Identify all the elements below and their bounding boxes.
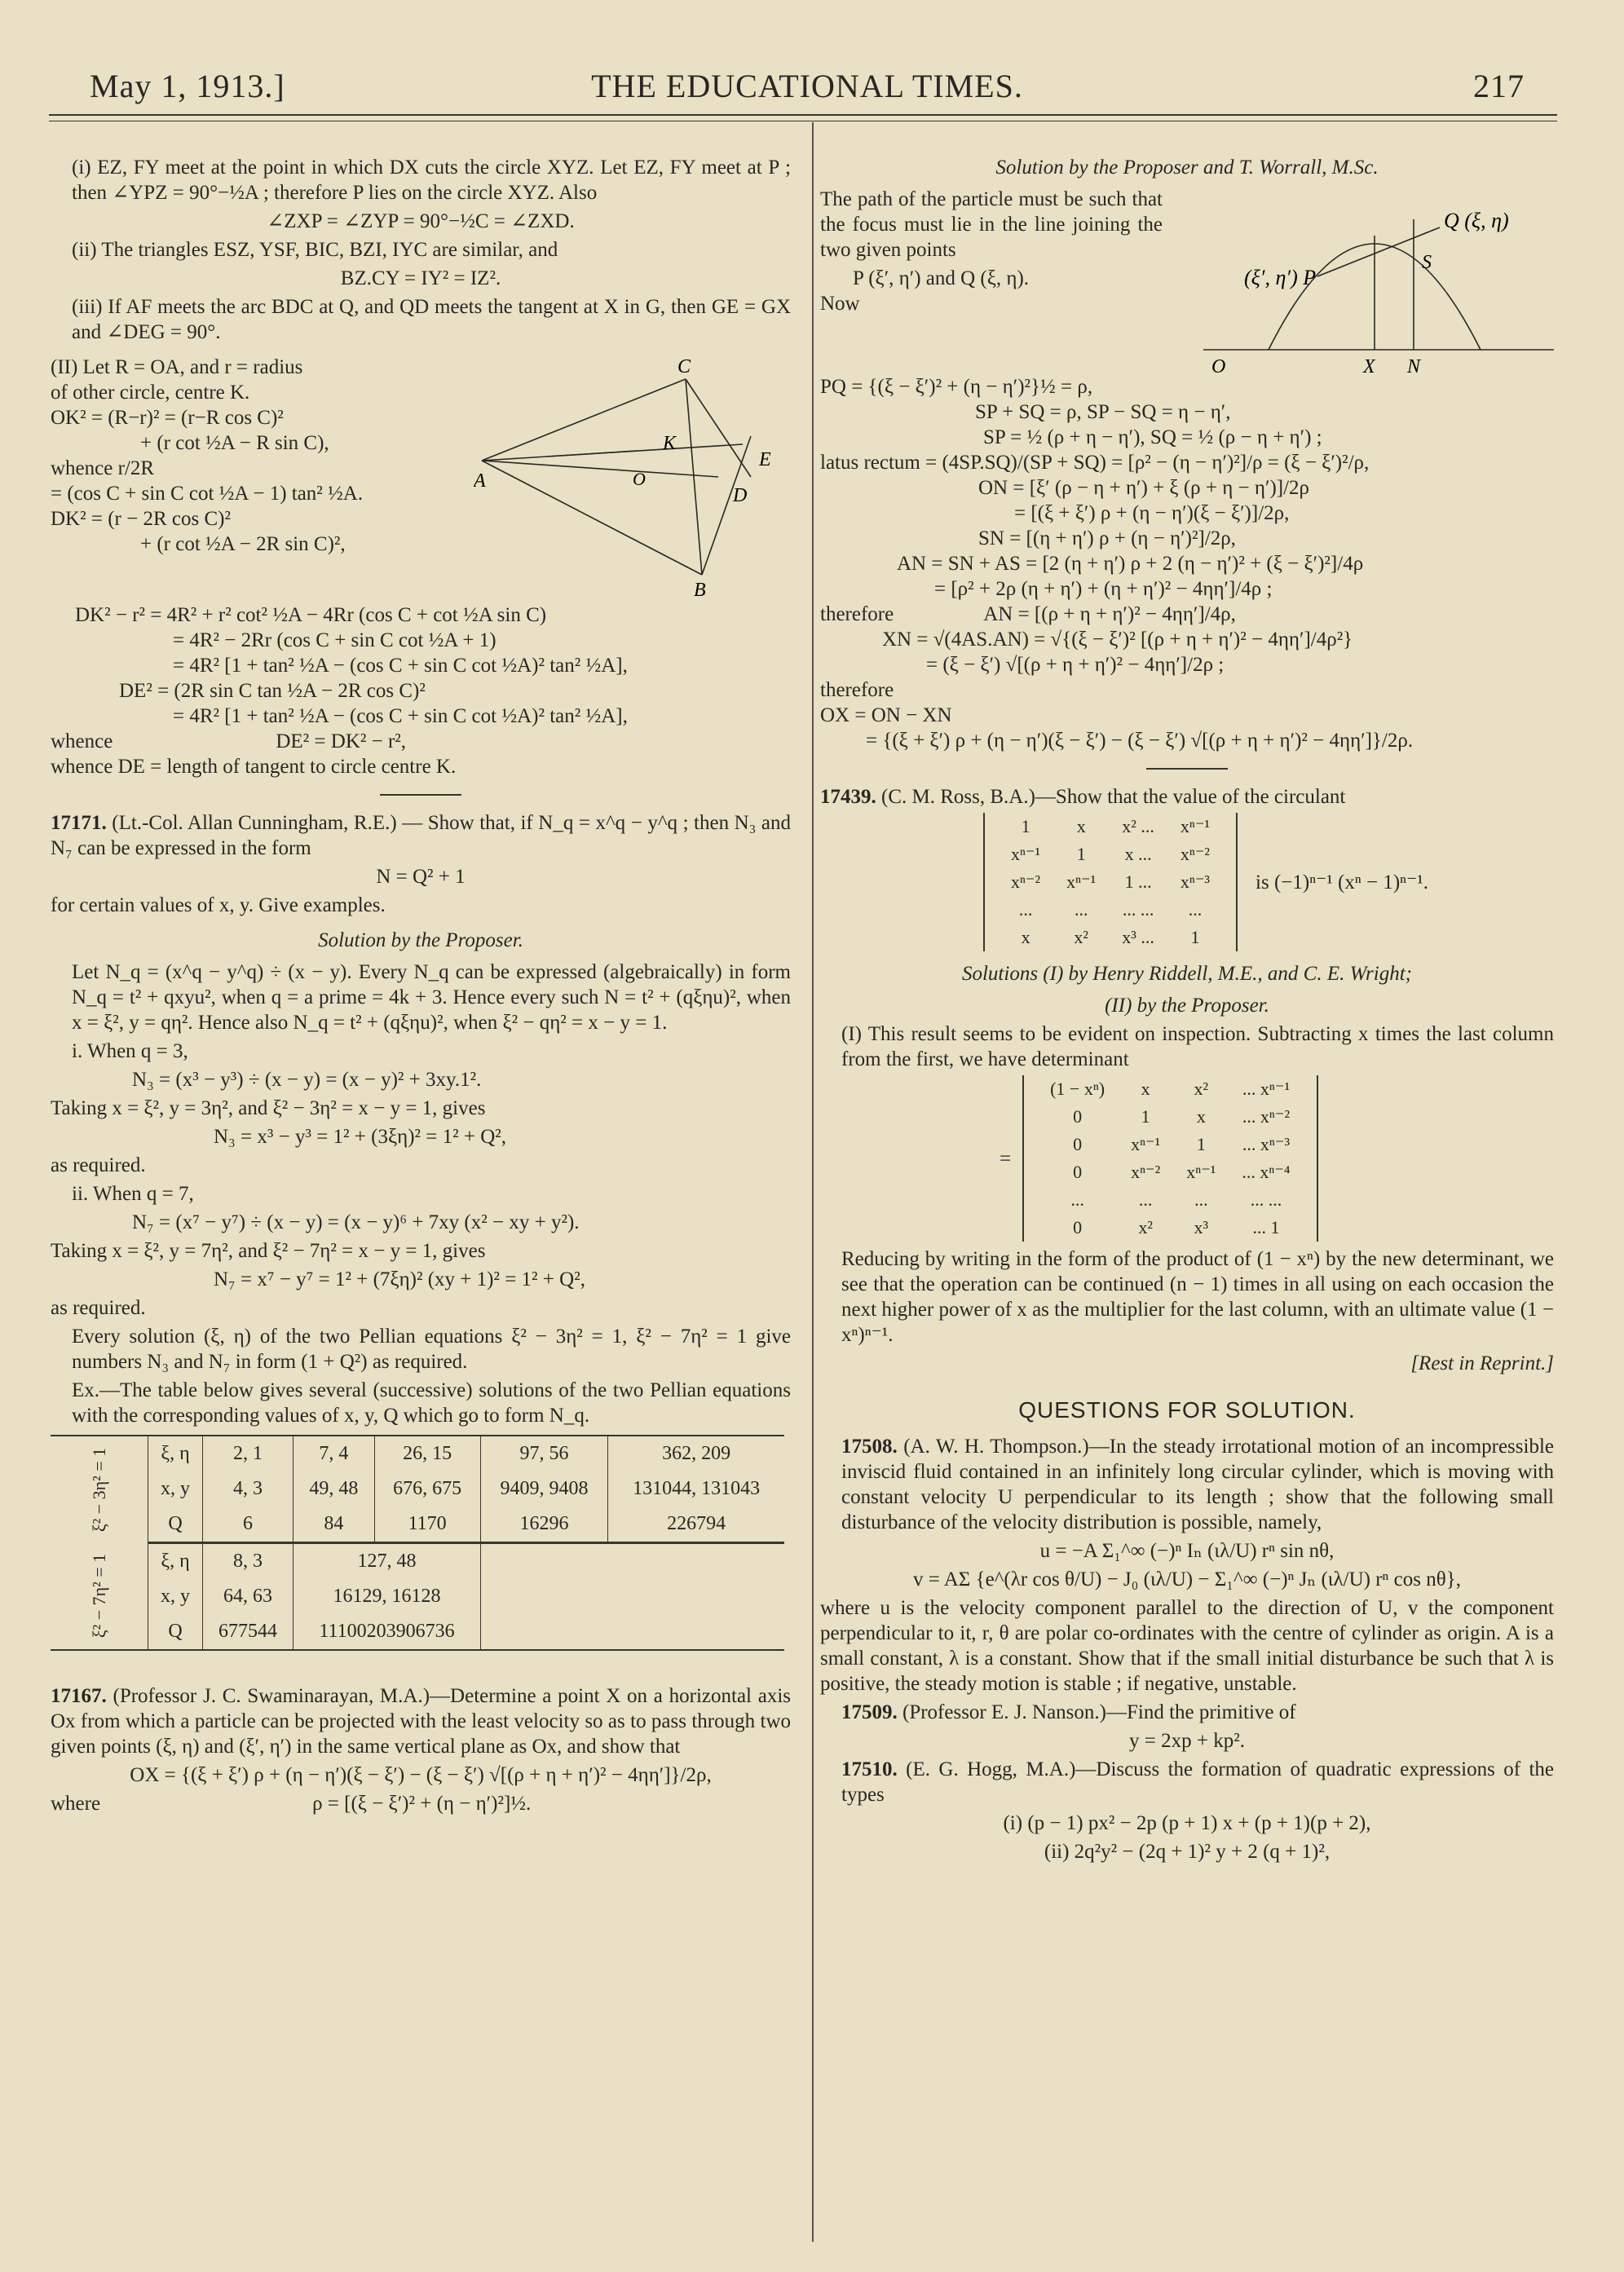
- paragraph: Taking x = ξ², y = 7η², and ξ² − 7η² = x − y = 1, gives: [51, 1240, 486, 1262]
- matrix-cell: ...: [1070, 1189, 1084, 1210]
- text-line: + (r cot ½A − 2R sin C)²,: [140, 533, 346, 555]
- equation: SN = [(η + η′) ρ + (η − η′)²]/2ρ,: [978, 527, 1236, 549]
- question-number: 17508.: [841, 1436, 898, 1458]
- equation: = (ξ − ξ′) √[(ρ + η + η′)² − 4ηη′]/2ρ ;: [926, 654, 1225, 676]
- paragraph: Ex.—The table below gives several (successive) solutions of the two Pellian equations with the corresponding values of x, y, Q which go to form N_q.: [72, 1379, 791, 1427]
- question-number: 17167.: [51, 1685, 107, 1707]
- label-q: Q (ξ, η): [1444, 209, 1509, 232]
- question-text: (Professor E. J. Nanson.)—Find the primitive of: [902, 1701, 1296, 1723]
- matrix-cell: xⁿ⁻¹: [1180, 816, 1211, 836]
- equation: = [(ξ + ξ′) ρ + (η − η′)(ξ − ξ′)]/2ρ,: [1014, 502, 1290, 524]
- reprint-note: [Rest in Reprint.]: [1410, 1352, 1554, 1374]
- section-rule: [1146, 768, 1228, 770]
- circulant-value: is (−1)ⁿ⁻¹ (xⁿ − 1)ⁿ⁻¹.: [1256, 871, 1428, 893]
- matrix-cell: (1 − xⁿ): [1050, 1079, 1105, 1099]
- equation: BZ.CY = IY² = IZ².: [340, 267, 501, 289]
- matrix-cell: ...: [1138, 1189, 1153, 1210]
- table-cell: [480, 1579, 784, 1614]
- matrix-cell: 1: [1196, 1134, 1206, 1154]
- label-e: E: [758, 449, 771, 470]
- equation: XN = √(4AS.AN) = √{(ξ − ξ′)² [(ρ + η + η′)² − 4ηη′]/4ρ²}: [882, 629, 1353, 651]
- matrix-cell: x: [1021, 927, 1030, 947]
- equation: DE² = DK² − r²,: [276, 730, 407, 752]
- table-cell: 8, 3: [202, 1543, 293, 1580]
- line-ac: [482, 379, 686, 461]
- text-line: of other circle, centre K.: [51, 382, 250, 404]
- equation: = 4R² [1 + tan² ½A − (cos C + sin C cot ½A)² tan² ½A],: [173, 705, 628, 727]
- matrix-cell: 0: [1073, 1217, 1083, 1237]
- paragraph: Every solution (ξ, η) of the two Pellian equations ξ² − 3η² = 1, ξ² − 7η² = 1 give numbers N₃ and N₇ in form (1 + Q²) as required.: [72, 1326, 791, 1373]
- equation: ρ = [(ξ − ξ′)² + (η − η′)²]½.: [312, 1793, 532, 1815]
- paragraph: i. When q = 3,: [72, 1040, 188, 1062]
- row-group-label: [51, 1436, 148, 1543]
- text-line: = (cos C + sin C cot ½A − 1) tan² ½A.: [51, 483, 364, 505]
- table-cell: ξ, η: [148, 1436, 202, 1471]
- line-ad: [482, 461, 718, 477]
- paragraph: Taking x = ξ², y = 3η², and ξ² − 3η² = x − y = 1, gives: [51, 1097, 486, 1119]
- dk-derivation: [51, 602, 791, 779]
- paragraph: where u is the velocity component parallel to the direction of U, v the component perpendicular to it, r, θ are polar co-ordinates with the centre of cylinder as origin. A is a small constant, λ is a constant. Show that if the small initial disturbance be such that λ is positive, the steady motion is stable ; if negative, unstable.: [820, 1597, 1554, 1695]
- reduced-determinant: [1022, 1075, 1318, 1242]
- question-text: (A. W. H. Thompson.)—In the steady irrotational motion of an incompressible inviscid fluid contained in an infinitely long circular cylinder, which is moving with constant velocity U perpendicular to its length ; show that the following small disturbance of the velocity distribution is possible, namely,: [841, 1436, 1555, 1533]
- header-page-number: 217: [1473, 68, 1525, 104]
- row-group-label-text: ξ² − 7η² = 1: [89, 1554, 110, 1639]
- table-cell: Q: [148, 1507, 202, 1543]
- equation: DK² − r² = 4R² + r² cot² ½A − 4Rr (cos C + cot ½A sin C): [75, 604, 547, 626]
- question-17439: [820, 784, 1554, 810]
- table-cell: [480, 1614, 784, 1650]
- circulant-block: [820, 813, 1554, 951]
- determinant-block: [820, 1075, 1554, 1242]
- projectile-derivation: [820, 374, 1554, 753]
- label-s: S: [1422, 252, 1432, 273]
- whence-label: whence: [51, 730, 113, 752]
- equation: SP + SQ = ρ, SP − SQ = η − η′,: [975, 401, 1231, 423]
- table-cell: 9409, 9408: [480, 1471, 608, 1507]
- matrix-cell: xⁿ⁻³: [1180, 871, 1211, 892]
- equals-sign: =: [1000, 1147, 1012, 1170]
- equation: AN = [(ρ + η + η′)² − 4ηη′]/4ρ,: [983, 603, 1236, 625]
- equation: N = Q² + 1: [376, 866, 466, 888]
- equation: OX = {(ξ + ξ′) ρ + (η − η′)(ξ − ξ′) − (ξ − ξ′) √[(ρ + η + η′)² − 4ηη′]}/2ρ,: [130, 1764, 712, 1786]
- matrix-cell: ... ...: [1250, 1189, 1282, 1210]
- matrix-cell: 1: [1076, 844, 1086, 864]
- circulant-determinant: [983, 813, 1238, 951]
- matrix-cell: 0: [1073, 1106, 1083, 1127]
- table-cell: x, y: [148, 1471, 202, 1507]
- question-text: (Lt.-Col. Allan Cunningham, R.E.) — Show that, if N_q = x^q − y^q ; then N₃ and N₇ can be expressed in the form: [51, 812, 792, 859]
- equation: PQ = {(ξ − ξ′)² + (η − η′)²}½ = ρ,: [820, 376, 1093, 398]
- solution-heading: Solution by the Proposer.: [318, 929, 523, 951]
- equation: OX = ON − XN: [820, 704, 952, 726]
- label-o: O: [1211, 356, 1226, 374]
- matrix-cell: xⁿ⁻¹: [1131, 1134, 1161, 1154]
- figure-text: [51, 355, 474, 599]
- text-line: P (ξ′, η′) and Q (ξ, η).: [853, 267, 1030, 289]
- matrix-cell: 1: [1021, 816, 1030, 836]
- question-17508: [820, 1434, 1554, 1535]
- label-a: A: [473, 470, 486, 492]
- solution-heading-2: (II) by the Proposer.: [1105, 995, 1269, 1017]
- triangle-diagram: [474, 355, 791, 599]
- text-line: [820, 602, 1554, 627]
- solution-heading: Solution by the Proposer and T. Worrall, M.Sc.: [995, 157, 1379, 179]
- table-cell: 1170: [374, 1507, 480, 1543]
- therefore-label: therefore: [820, 603, 894, 625]
- table-cell: ξ, η: [148, 1543, 202, 1580]
- equation: ∠ZXP = ∠ZYP = 90°−½C = ∠ZXD.: [267, 210, 575, 232]
- question-number: 17510.: [841, 1758, 898, 1780]
- table-cell: 677544: [202, 1614, 293, 1650]
- therefore-label: therefore: [820, 679, 894, 701]
- matrix-cell: 0: [1073, 1134, 1083, 1154]
- line-ok: [547, 451, 637, 457]
- running-header: [90, 67, 1525, 116]
- matrix-cell: 0: [1073, 1162, 1083, 1182]
- equation: v = AΣ {e^(λr cos θ/U) − J₀ (ιλ/U) − Σ₁^∞ (−)ⁿ Jₙ (ιλ/U) rⁿ cos nθ},: [913, 1568, 1461, 1590]
- pellian-solutions-table: [51, 1435, 784, 1651]
- matrix-cell: x³ ...: [1122, 927, 1154, 947]
- equation: DE² = (2R sin C tan ½A − 2R cos C)²: [119, 680, 426, 702]
- paragraph: as required.: [51, 1154, 146, 1176]
- label-b: B: [693, 580, 706, 599]
- text-line: [51, 1791, 791, 1816]
- matrix-cell: 1 ...: [1124, 871, 1152, 892]
- paragraph: (I) This result seems to be evident on inspection. Subtracting x times the last column from the first, we have determinant: [841, 1023, 1554, 1070]
- line-ab: [482, 461, 702, 575]
- header-date: May 1, 1913.]: [90, 68, 285, 104]
- table-cell: 97, 56: [480, 1436, 608, 1471]
- paragraph: (ii) The triangles ESZ, YSF, BIC, BZI, IYC are similar, and: [72, 239, 558, 261]
- matrix-cell: xⁿ⁻¹: [1066, 871, 1097, 892]
- table-cell: 16296: [480, 1507, 608, 1543]
- equation: = [ρ² + 2ρ (η + η′) + (η + η′)² − 4ηη′]/4ρ ;: [934, 578, 1273, 600]
- triangle-figure-block: [51, 355, 791, 599]
- question-text: (Professor J. C. Swaminarayan, M.A.)—Determine a point X on a horizontal axis Ox from which a particle can be projected with the least velocity so as to pass through two given points (ξ, η) and (ξ′, η′) in the same vertical plane as Ox, and show that: [51, 1685, 791, 1758]
- table-cell: 131044, 131043: [608, 1471, 784, 1507]
- table-cell: [480, 1543, 784, 1580]
- paragraph: ii. When q = 7,: [72, 1183, 194, 1205]
- where-label: where: [51, 1793, 101, 1815]
- matrix-cell: ... xⁿ⁻¹: [1242, 1079, 1291, 1099]
- table-cell: 362, 209: [608, 1436, 784, 1471]
- matrix-cell: x² ...: [1122, 816, 1154, 836]
- matrix-cell: x: [1141, 1079, 1150, 1099]
- table-cell: x, y: [148, 1579, 202, 1614]
- matrix-cell: xⁿ⁻²: [1131, 1162, 1161, 1182]
- label-d: D: [732, 485, 748, 506]
- matrix-cell: x: [1076, 816, 1086, 836]
- matrix-cell: x²: [1194, 1079, 1209, 1099]
- header-rule: [49, 114, 1557, 116]
- label-p: (ξ′, η′) P: [1244, 266, 1317, 289]
- matrix-cell: ... xⁿ⁻⁴: [1242, 1162, 1291, 1182]
- equation: N₃ = x³ − y³ = 1² + (3ξη)² = 1² + Q²,: [214, 1126, 507, 1148]
- equation: (i) (p − 1) px² − 2p (p + 1) x + (p + 1)(p + 2),: [1003, 1812, 1371, 1834]
- matrix-cell: ... xⁿ⁻²: [1242, 1106, 1291, 1127]
- parabola-diagram: [1203, 187, 1554, 374]
- table-cell: 4, 3: [202, 1471, 293, 1507]
- matrix-cell: ...: [1188, 899, 1203, 920]
- matrix-cell: x ...: [1124, 844, 1152, 864]
- text-line: DK² = (r − 2R cos C)²: [51, 508, 231, 530]
- left-column: [51, 155, 791, 1816]
- text-line: whence r/2R: [51, 457, 155, 479]
- question-17171: [51, 810, 791, 861]
- equation: (ii) 2q²y² − (2q + 1)² y + 2 (q + 1)²,: [1044, 1841, 1331, 1863]
- equation: latus rectum = (4SP.SQ)/(SP + SQ) = [ρ² − (η − η′)²]/ρ = (ξ − ξ′)²/ρ,: [820, 452, 1370, 474]
- equation: SP = ½ (ρ + η − η′), SQ = ½ (ρ − η + η′) ;: [983, 426, 1322, 448]
- table-cell: 16129, 16128: [293, 1579, 481, 1614]
- table-cell: Q: [148, 1614, 202, 1650]
- label-x: X: [1363, 356, 1375, 374]
- equation: ON = [ξ′ (ρ − η + η′) + ξ (ρ + η − η′)]/2ρ: [978, 477, 1310, 499]
- table-cell: 7, 4: [293, 1436, 374, 1471]
- matrix-cell: xⁿ⁻²: [1011, 871, 1041, 892]
- equation: N₇ = (x⁷ − y⁷) ÷ (x − y) = (x − y)⁶ + 7xy (x² − xy + y²).: [132, 1211, 580, 1233]
- text-line: (II) Let R = OA, and r = radius: [51, 356, 303, 378]
- question-number: 17509.: [841, 1701, 898, 1723]
- matrix-cell: ...: [1074, 899, 1088, 920]
- equation: N₇ = x⁷ − y⁷ = 1² + (7ξη)² (xy + 1)² = 1² + Q²,: [214, 1268, 585, 1290]
- text-line: Now: [820, 293, 860, 315]
- equation: y = 2xp + kp².: [1129, 1730, 1245, 1752]
- equation: u = −A Σ₁^∞ (−)ⁿ Iₙ (ιλ/U) rⁿ sin nθ,: [1039, 1540, 1335, 1562]
- question-number: 17439.: [820, 786, 876, 808]
- equation: = {(ξ + ξ′) ρ + (η − η′)(ξ − ξ′) − (ξ − ξ′) √[(ρ + η + η′)² − 4ηη′]}/2ρ.: [866, 730, 1414, 752]
- line-cb: [686, 379, 702, 575]
- solution-heading: Solutions (I) by Henry Riddell, M.E., and C. E. Wright;: [961, 963, 1412, 985]
- equation: AN = SN + AS = [2 (η + η′) ρ + 2 (η − η′)² + (ξ − ξ′)²]/4ρ: [897, 553, 1364, 575]
- equation: = 4R² − 2Rr (cos C + sin C cot ½A + 1): [173, 629, 496, 651]
- equation: = 4R² [1 + tan² ½A − (cos C + sin C cot ½A)² tan² ½A],: [173, 655, 628, 677]
- equation: N₃ = (x³ − y³) ÷ (x − y) = (x − y)² + 3xy.1².: [132, 1069, 482, 1091]
- matrix-cell: x²: [1138, 1217, 1153, 1237]
- text-line: + (r cot ½A − R sin C),: [140, 432, 329, 454]
- matrix-cell: x²: [1074, 927, 1089, 947]
- row-group-label-text: ξ² − 3η² = 1: [89, 1447, 110, 1532]
- table-cell: 84: [293, 1507, 374, 1543]
- paragraph: (i) EZ, FY meet at the point in which DX cuts the circle XYZ. Let EZ, FY meet at P ; then ∠YPZ = 90°−½A ; therefore P lies on the circle XYZ. Also: [72, 157, 791, 204]
- table-cell: 2, 1: [202, 1436, 293, 1471]
- text-line: [51, 729, 791, 754]
- question-number: 17171.: [51, 812, 107, 834]
- question-text: (C. M. Ross, B.A.)—Show that the value of the circulant: [881, 786, 1346, 808]
- paragraph: Let N_q = (x^q − y^q) ÷ (x − y). Every N_q can be expressed (algebraically) in form N_q = t² + qxyu², when q = a prime = 4k + 3. Hence every such N = t² + (qξηu)², when x = ξ², y = qη². Hence also N_q = t² + (qξηu)², when ξ² − qη² = x − y = 1.: [72, 961, 791, 1034]
- section-rule: [380, 794, 461, 796]
- matrix-cell: ...: [1194, 1189, 1208, 1210]
- paragraph: The path of the particle must be such that the focus must lie in the line joining the two given points: [820, 188, 1163, 261]
- section-heading: QUESTIONS FOR SOLUTION.: [1018, 1397, 1356, 1423]
- matrix-cell: 1: [1190, 927, 1200, 947]
- table-cell: 11100203906736: [293, 1614, 481, 1650]
- table-cell: 676, 675: [374, 1471, 480, 1507]
- matrix-cell: ... 1: [1252, 1217, 1280, 1237]
- label-c: C: [677, 356, 691, 377]
- table-cell: 6: [202, 1507, 293, 1543]
- text-line: OK² = (R−r)² = (r−R cos C)²: [51, 407, 284, 429]
- label-o: O: [632, 469, 646, 489]
- figure-text: [820, 187, 1163, 374]
- matrix-cell: xⁿ⁻²: [1180, 844, 1211, 864]
- label-k: K: [662, 433, 676, 454]
- matrix-cell: x³: [1194, 1217, 1209, 1237]
- matrix-cell: xⁿ⁻¹: [1011, 844, 1041, 864]
- row-group-label: [51, 1543, 148, 1651]
- matrix-cell: ...: [1018, 899, 1033, 920]
- right-column: [820, 155, 1554, 1868]
- table-cell: 127, 48: [293, 1543, 481, 1580]
- table-cell: 226794: [608, 1507, 784, 1543]
- column-divider: [812, 122, 814, 2242]
- question-17167: [51, 1683, 791, 1759]
- parabola-figure-block: [820, 187, 1554, 374]
- question-17510: [820, 1757, 1554, 1807]
- table-cell: 26, 15: [374, 1436, 480, 1471]
- text-line: whence DE = length of tangent to circle centre K.: [51, 756, 457, 778]
- paragraph: as required.: [51, 1297, 146, 1319]
- matrix-cell: ... xⁿ⁻³: [1242, 1134, 1291, 1154]
- paragraph: Reducing by writing in the form of the product of (1 − xⁿ) by the new determinant, we see that the operation can be continued (n − 1) times in all using on each occasion the next higher power of x as the multiplier for the last column, with an ultimate value (1 − xⁿ)ⁿ⁻¹.: [841, 1248, 1554, 1346]
- header-title: THE EDUCATIONAL TIMES.: [591, 68, 1023, 104]
- table-cell: 49, 48: [293, 1471, 374, 1507]
- paragraph: for certain values of x, y. Give examples.: [51, 894, 386, 916]
- paragraph: (iii) If AF meets the arc BDC at Q, and QD meets the tangent at X in G, then GE = GX and ∠DEG = 90°.: [72, 296, 791, 343]
- matrix-cell: x: [1196, 1106, 1206, 1127]
- matrix-cell: xⁿ⁻¹: [1186, 1162, 1216, 1182]
- table-cell: 64, 63: [202, 1579, 293, 1614]
- label-n: N: [1407, 356, 1421, 374]
- matrix-cell: ... ...: [1122, 899, 1154, 920]
- question-17509: [820, 1700, 1554, 1725]
- question-text: (E. G. Hogg, M.A.)—Discuss the formation of quadratic expressions of the types: [841, 1758, 1554, 1806]
- matrix-cell: 1: [1141, 1106, 1150, 1127]
